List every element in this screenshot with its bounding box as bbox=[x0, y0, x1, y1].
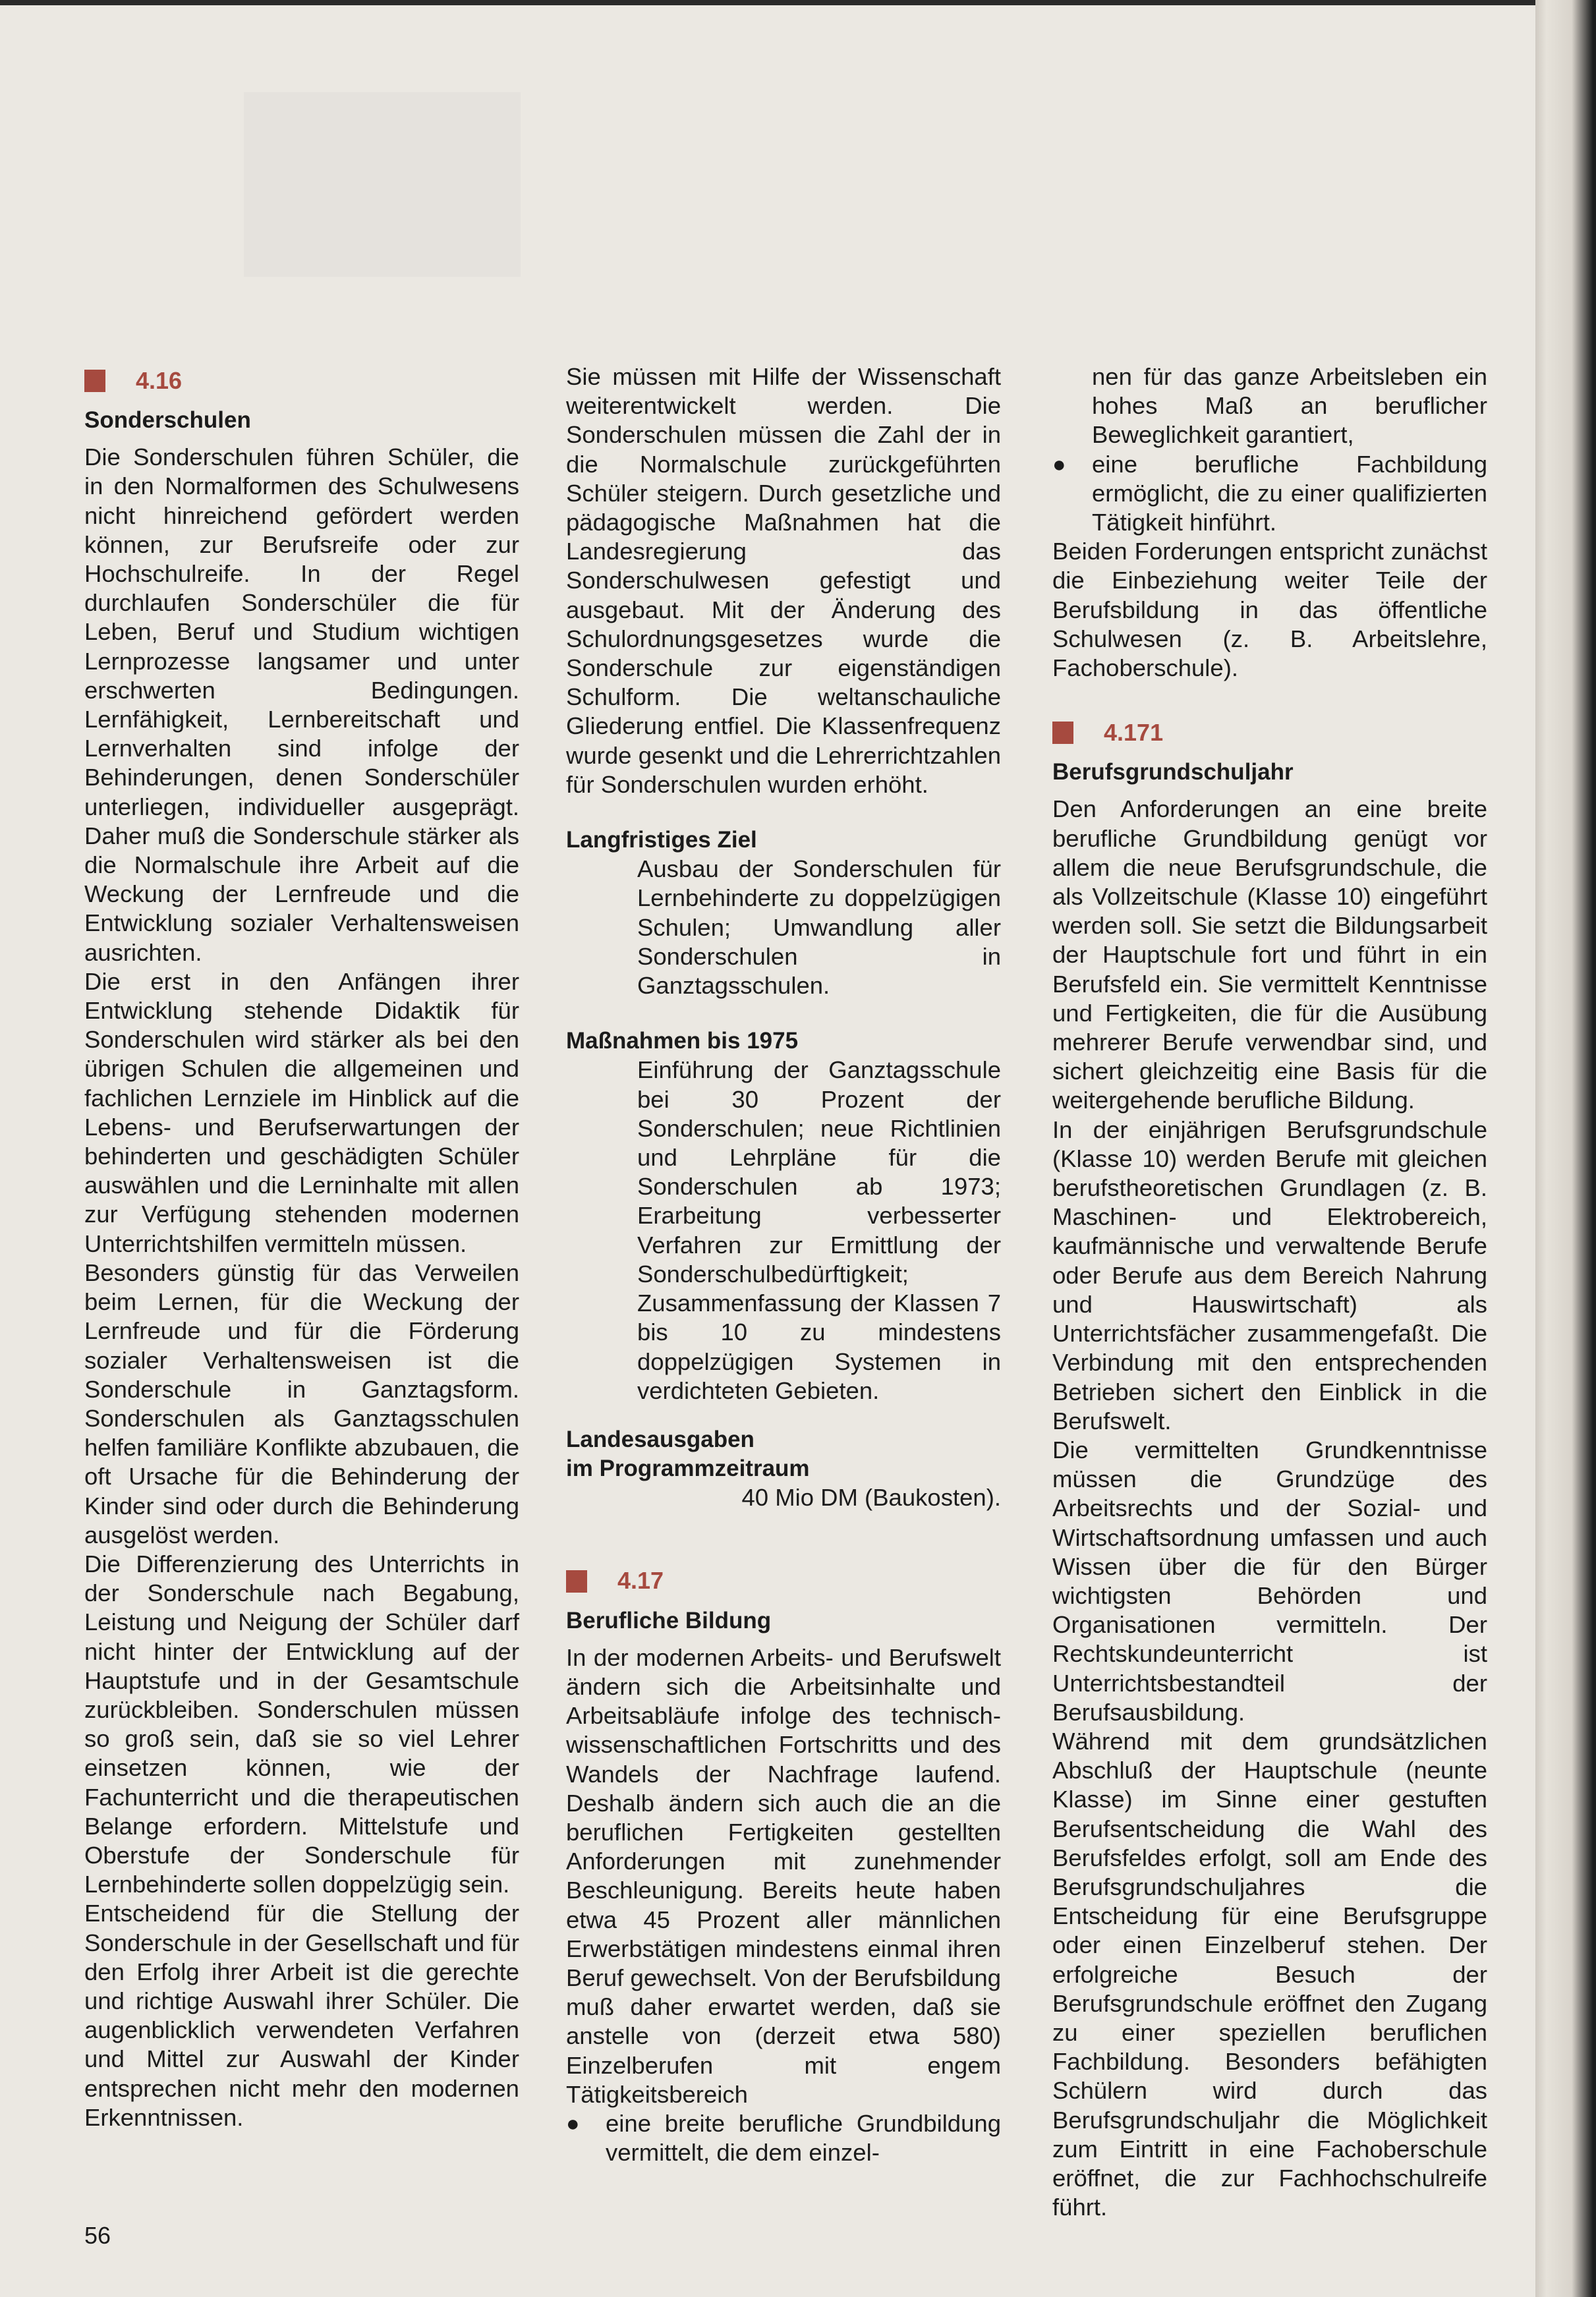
measures-heading: Maßnahmen bis 1975 bbox=[566, 1028, 799, 1054]
paragraph: Die erst in den Anfängen ihrer Entwicklung stehende Didaktik für Sonderschulen wird stärker als bei den übrigen Schulen die allgemeinen und fachlichen Lernziele im Hinblick auf die Lebens- und Berufserwartungen der behinderten und geschädigten Schüler auswählen und die Lerninhalte mit allen zur Verfügung stehenden modernen Unterrichtshilfen vermitteln müssen. bbox=[84, 967, 519, 1257]
paragraph: Sie müssen mit Hilfe der Wissenschaft weiterentwickelt werden. Die Sonderschulen müssen die Zahl der in die Normalschule zurückgeführten Schüler steigern. Durch gesetzliche und pädagogische Maßnahmen hat die Landesregierung das Sonderschulwesen gefestigt und ausgebaut. Mit der Änderung des Schulordnungsgesetzes wurde die Sonderschule zur eigenständigen Schulform. Die weltanschauliche Gliederung entfiel. Die Klassenfrequenz wurde gesenkt und die Lehrerrichtzahlen für Sonderschulen wurden erhöht. bbox=[566, 363, 1001, 798]
section-marker-icon bbox=[1052, 722, 1073, 744]
section-heading: Berufsgrundschuljahr bbox=[1052, 759, 1294, 785]
column-1 bbox=[84, 362, 519, 2132]
spending-value: 40 Mio DM (Baukosten). bbox=[741, 1484, 1001, 1512]
page-number: 56 bbox=[84, 2222, 111, 2249]
section-header-4-16 bbox=[84, 362, 519, 399]
bullet-icon: ● bbox=[566, 2111, 580, 2136]
section-number: 4.171 bbox=[1104, 719, 1164, 747]
book-spine-edge bbox=[1535, 0, 1596, 2297]
column-2 bbox=[566, 362, 1001, 2167]
spending-heading-line1: Landesausgaben bbox=[566, 1426, 755, 1452]
paragraph: Die vermittelten Grundkenntnisse müssen die Grundzüge des Arbeitsrechts und der Sozial- und Wirtschaftsordnung umfassen und auch Wissen über die für den Bürger wichtigsten Behörden und Organisationen vermitteln. Der Rechtskundeunterricht ist Unterrichtsbestandteil der Berufsausbildung. bbox=[1052, 1436, 1487, 1726]
paragraph: Den Anforderungen an eine breite berufliche Grundbildung genügt vor allem die neue Berufsgrundschule, die als Vollzeitschule (Klasse 10) eingeführt werden soll. Sie setzt die Bildungsarbeit der Hauptschule fort und führt in ein Berufsfeld ein. Sie vermittelt Kenntnisse und Fertigkeiten, die für die Ausübung mehrerer Berufe verwendbar sind, und sichert gleichzeitig eine Basis für die weitergehende berufliche Bildung. bbox=[1052, 795, 1487, 1114]
goal-text: Ausbau der Sonderschulen für Lernbehinderte zu doppelzügigen Schulen; Umwandlung aller Sonderschulen in Ganztagsschulen. bbox=[637, 855, 1001, 1000]
show-through-shape bbox=[244, 92, 521, 277]
section-header-4-171 bbox=[1052, 714, 1487, 751]
bullet-text: eine breite berufliche Grundbildung vermittelt, die dem einzel- bbox=[606, 2109, 1001, 2167]
paragraph: In der einjährigen Berufsgrundschule (Klasse 10) werden Berufe mit gleichen berufstheoretischen Grundlagen (z. B. Maschinen- und Elektrobereich, kaufmännische und verwaltende Berufe oder Berufe aus dem Bereich Nahrung und Hauswirtschaft) als Unterrichtsfächer zusammengefaßt. Die Verbindung mit den entsprechenden Betrieben sichert den Einblick in die Berufswelt. bbox=[1052, 1116, 1487, 1434]
section-header-4-17 bbox=[566, 1563, 1001, 1600]
measures-text: Einführung der Ganztagsschule bei 30 Prozent der Sonderschulen; neue Richtlinien und Lehrpläne für die Sonderschulen ab 1973; Erarbeitung verbesserter Verfahren zur Ermittlung der Sonderschulbedürftigkeit; Zusammenfassung der Klassen 7 bis 10 zu mindestens doppelzügigen Systemen in verdichteten Gebieten. bbox=[637, 1056, 1001, 1404]
section-number: 4.16 bbox=[136, 366, 183, 394]
paragraph: Entscheidend für die Stellung der Sonderschule in der Gesellschaft und für den Erfolg ihrer Arbeit ist die gerechte und richtige Auswahl ihrer Schüler. Die augenblicklich verwendeten Verfahren und Mittel zur Auswahl der Kinder entsprechen nicht mehr den modernen Erkenntnissen. bbox=[84, 1900, 519, 2131]
paragraph: Während mit dem grundsätzlichen Abschluß der Hauptschule (neunte Klasse) im Sinne einer gestuften Berufsentscheidung die Wahl des Berufsfeldes erfolgt, soll am Ende des Berufsgrundschuljahres die Entscheidung für eine Berufsgruppe oder einen Einzelberuf stehen. Der erfolgreiche Besuch der Berufsgrundschule eröffnet den Zugang zu einer speziellen beruflichen Fachbildung. Besonders befähigten Schülern wird durch das Berufsgrundschuljahr die Möglichkeit zum Eintritt in eine Fachoberschule eröffnet, die zur Fachhochschulreife führt. bbox=[1052, 1727, 1487, 2221]
column-3 bbox=[1052, 362, 1487, 2222]
bullet-continuation: nen für das ganze Arbeitsleben ein hohes Maß an beruflicher Beweglichkeit garantiert, bbox=[1092, 363, 1487, 449]
section-marker-icon bbox=[84, 370, 105, 392]
section-marker-icon bbox=[566, 1570, 587, 1593]
paragraph: Beiden Forderungen entspricht zunächst die Einbeziehung weiter Teile der Berufsbildung in das öffentliche Schulwesen (z. B. Arbeitslehre, Fachoberschule). bbox=[1052, 538, 1487, 682]
goal-heading: Langfristiges Ziel bbox=[566, 827, 757, 853]
bullet-item bbox=[1052, 450, 1487, 538]
section-number: 4.17 bbox=[617, 1567, 664, 1595]
bullet-text: eine berufliche Fachbildung ermöglicht, die zu einer qualifizierten Tätigkeit hinführt. bbox=[1092, 450, 1487, 536]
bullet-item bbox=[566, 2109, 1001, 2167]
spending-heading-line2: im Programmzeitraum bbox=[566, 1456, 810, 1482]
section-heading: Berufliche Bildung bbox=[566, 1607, 772, 1633]
section-heading: Sonderschulen bbox=[84, 407, 251, 433]
paragraph: Besonders günstig für das Verweilen beim Lernen, für die Weckung der Lernfreude und für die Förderung sozialer Verhaltensweisen ist die Sonderschule in Ganztagsform. Sonderschulen als Ganztagsschulen helfen familiäre Konflikte abzubauen, die oft Ursache für die Behinderung der Kinder sind oder durch die Behinderung ausgelöst werden. bbox=[84, 1259, 519, 1548]
paragraph: In der modernen Arbeits- und Berufswelt ändern sich die Arbeitsinhalte und Arbeitsabläufe infolge des technisch-wissenschaftlichen Fortschritts und des Wandels der Nachfrage laufend. Deshalb ändern sich auch die an die beruflichen Fertigkeiten gestellten Anforderungen mit zunehmender Beschleunigung. Bereits heute haben etwa 45 Prozent aller männlichen Erwerbstätigen mindestens einmal ihren Beruf gewechselt. Von der Berufsbildung muß daher erwartet werden, daß sie anstelle von (derzeit etwa 580) Einzelberufen mit engem Tätigkeitsbereich bbox=[566, 1643, 1001, 2108]
paragraph: Die Sonderschulen führen Schüler, die in den Normalformen des Schulwesens nicht hinreichend gefördert werden können, zur Berufsreife oder zur Hochschulreife. In der Regel durchlaufen Sonderschüler die für Leben, Beruf und Studium wichtigen Lernprozesse langsamer und unter erschwerten Bedingungen. Lernfähigkeit, Lernbereitschaft und Lernverhalten sind infolge der Behinderungen, denen Sonderschüler unterliegen, individueller ausgeprägt. Daher muß die Sonderschule stärker als die Normalschule ihre Arbeit auf die Weckung der Lernfreude und die Entwicklung sozialer Verhaltensweisen ausrichten. bbox=[84, 443, 519, 966]
top-scan-edge bbox=[0, 0, 1535, 5]
bullet-icon: ● bbox=[1052, 451, 1066, 477]
paragraph: Die Differenzierung des Unterrichts in der Sonderschule nach Begabung, Leistung und Neigung der Schüler darf nicht hinter der Entwicklung auf der Hauptstufe und in der Gesamtschule zurückbleiben. Sonderschulen müssen so groß sein, daß sie so viel Lehrer einsetzen können, wie der Fachunterricht und die therapeutischen Belange erfordern. Mittelstufe und Oberstufe der Sonderschule für Lernbehinderte sollen doppelzügig sein. bbox=[84, 1550, 519, 1898]
